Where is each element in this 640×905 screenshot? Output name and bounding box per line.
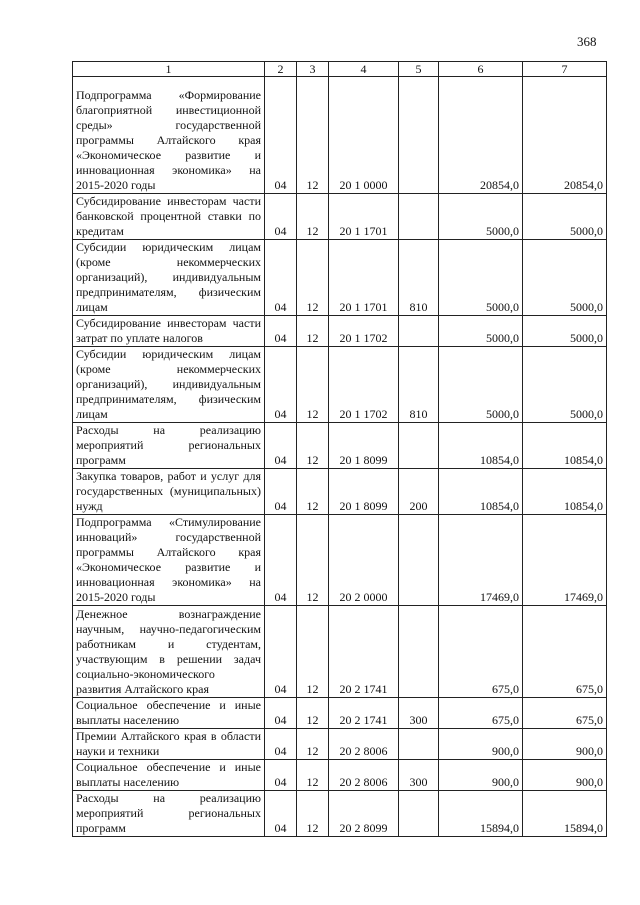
- amount-col6: 15894,0: [439, 791, 523, 837]
- subsection-code: 12: [297, 729, 329, 760]
- subsection-code: 12: [297, 194, 329, 240]
- page-number: 368: [577, 34, 597, 49]
- amount-col6: 5000,0: [439, 240, 523, 316]
- section-code: 04: [265, 791, 297, 837]
- amount-col6: 900,0: [439, 760, 523, 791]
- section-code: 04: [265, 698, 297, 729]
- item-name: Подпрограмма «Формирование благоприятной инвестиционной среды» государственной программы Алтайского края «Экономическое развитие и инновационная экономика» на 2015-2020 годы: [73, 77, 265, 194]
- item-name: Расходы на реализацию мероприятий региональных программ: [73, 791, 265, 837]
- item-name: Подпрограмма «Стимулирование инноваций» государственной программы Алтайского края «Экономическое развитие и инновационная экономика» на 2015-2020 годы: [73, 515, 265, 606]
- table-row: [73, 316, 607, 347]
- section-code: 04: [265, 240, 297, 316]
- amount-col6: 5000,0: [439, 316, 523, 347]
- table-row: [73, 791, 607, 837]
- subsection-code: 12: [297, 606, 329, 698]
- table-row: [73, 698, 607, 729]
- amount-col6: 5000,0: [439, 347, 523, 423]
- item-name: Социальное обеспечение и иные выплаты населению: [73, 698, 265, 729]
- amount-col6: 10854,0: [439, 423, 523, 469]
- target-article-code: 20 2 8099: [329, 791, 399, 837]
- expense-type-code: [399, 194, 439, 240]
- item-name: Премии Алтайского края в области науки и техники: [73, 729, 265, 760]
- header-cell: 7: [523, 62, 607, 77]
- table-row: [73, 77, 607, 194]
- amount-col7: 5000,0: [523, 347, 607, 423]
- target-article-code: 20 1 8099: [329, 469, 399, 515]
- header-cell: 2: [265, 62, 297, 77]
- target-article-code: 20 1 0000: [329, 77, 399, 194]
- section-code: 04: [265, 606, 297, 698]
- subsection-code: 12: [297, 515, 329, 606]
- expense-type-code: [399, 423, 439, 469]
- target-article-code: 20 2 1741: [329, 698, 399, 729]
- amount-col7: 900,0: [523, 760, 607, 791]
- section-code: 04: [265, 194, 297, 240]
- section-code: 04: [265, 316, 297, 347]
- target-article-code: 20 1 1701: [329, 194, 399, 240]
- header-cell: 5: [399, 62, 439, 77]
- amount-col7: 15894,0: [523, 791, 607, 837]
- subsection-code: 12: [297, 469, 329, 515]
- header-row: [73, 62, 607, 77]
- amount-col7: 17469,0: [523, 515, 607, 606]
- target-article-code: 20 1 1702: [329, 347, 399, 423]
- item-name: Субсидирование инвесторам части затрат по уплате налогов: [73, 316, 265, 347]
- table-row: [73, 606, 607, 698]
- subsection-code: 12: [297, 347, 329, 423]
- table-row: [73, 760, 607, 791]
- amount-col7: 5000,0: [523, 316, 607, 347]
- table-row: [73, 729, 607, 760]
- target-article-code: 20 1 1702: [329, 316, 399, 347]
- table-row: [73, 194, 607, 240]
- table-row: [73, 515, 607, 606]
- amount-col6: 17469,0: [439, 515, 523, 606]
- amount-col7: 10854,0: [523, 423, 607, 469]
- expense-type-code: 200: [399, 469, 439, 515]
- target-article-code: 20 2 0000: [329, 515, 399, 606]
- amount-col7: 20854,0: [523, 77, 607, 194]
- target-article-code: 20 1 8099: [329, 423, 399, 469]
- expense-type-code: [399, 606, 439, 698]
- amount-col6: 675,0: [439, 606, 523, 698]
- amount-col7: 10854,0: [523, 469, 607, 515]
- amount-col7: 675,0: [523, 698, 607, 729]
- amount-col6: 900,0: [439, 729, 523, 760]
- subsection-code: 12: [297, 316, 329, 347]
- header-cell: 3: [297, 62, 329, 77]
- subsection-code: 12: [297, 791, 329, 837]
- amount-col6: 5000,0: [439, 194, 523, 240]
- table-row: [73, 423, 607, 469]
- expense-type-code: [399, 729, 439, 760]
- section-code: 04: [265, 77, 297, 194]
- table-row: [73, 240, 607, 316]
- amount-col7: 5000,0: [523, 240, 607, 316]
- amount-col6: 675,0: [439, 698, 523, 729]
- subsection-code: 12: [297, 240, 329, 316]
- expense-type-code: [399, 515, 439, 606]
- item-name: Субсидирование инвесторам части банковской процентной ставки по кредитам: [73, 194, 265, 240]
- section-code: 04: [265, 347, 297, 423]
- section-code: 04: [265, 469, 297, 515]
- subsection-code: 12: [297, 77, 329, 194]
- item-name: Социальное обеспечение и иные выплаты населению: [73, 760, 265, 791]
- expense-type-code: 810: [399, 240, 439, 316]
- subsection-code: 12: [297, 760, 329, 791]
- amount-col6: 10854,0: [439, 469, 523, 515]
- section-code: 04: [265, 760, 297, 791]
- table-row: [73, 469, 607, 515]
- section-code: 04: [265, 729, 297, 760]
- header-cell: 1: [73, 62, 265, 77]
- header-cell: 6: [439, 62, 523, 77]
- expense-type-code: [399, 791, 439, 837]
- budget-table: [72, 61, 607, 837]
- amount-col7: 675,0: [523, 606, 607, 698]
- amount-col7: 5000,0: [523, 194, 607, 240]
- item-name: Денежное вознаграждение научным, научно-педагогическим работникам и студентам, участвующим в решении задач социально-экономического развития Алтайского края: [73, 606, 265, 698]
- item-name: Субсидии юридическим лицам (кроме некоммерческих организаций), индивидуальным предпринимателям, физическим лицам: [73, 240, 265, 316]
- item-name: Субсидии юридическим лицам (кроме некоммерческих организаций), индивидуальным предпринимателям, физическим лицам: [73, 347, 265, 423]
- target-article-code: 20 2 1741: [329, 606, 399, 698]
- item-name: Закупка товаров, работ и услуг для государственных (муниципальных) нужд: [73, 469, 265, 515]
- target-article-code: 20 2 8006: [329, 760, 399, 791]
- section-code: 04: [265, 423, 297, 469]
- expense-type-code: 810: [399, 347, 439, 423]
- expense-type-code: 300: [399, 698, 439, 729]
- expense-type-code: [399, 316, 439, 347]
- target-article-code: 20 2 8006: [329, 729, 399, 760]
- amount-col6: 20854,0: [439, 77, 523, 194]
- item-name: Расходы на реализацию мероприятий региональных программ: [73, 423, 265, 469]
- subsection-code: 12: [297, 423, 329, 469]
- amount-col7: 900,0: [523, 729, 607, 760]
- expense-type-code: [399, 77, 439, 194]
- subsection-code: 12: [297, 698, 329, 729]
- expense-type-code: 300: [399, 760, 439, 791]
- header-cell: 4: [329, 62, 399, 77]
- table-row: [73, 347, 607, 423]
- target-article-code: 20 1 1701: [329, 240, 399, 316]
- section-code: 04: [265, 515, 297, 606]
